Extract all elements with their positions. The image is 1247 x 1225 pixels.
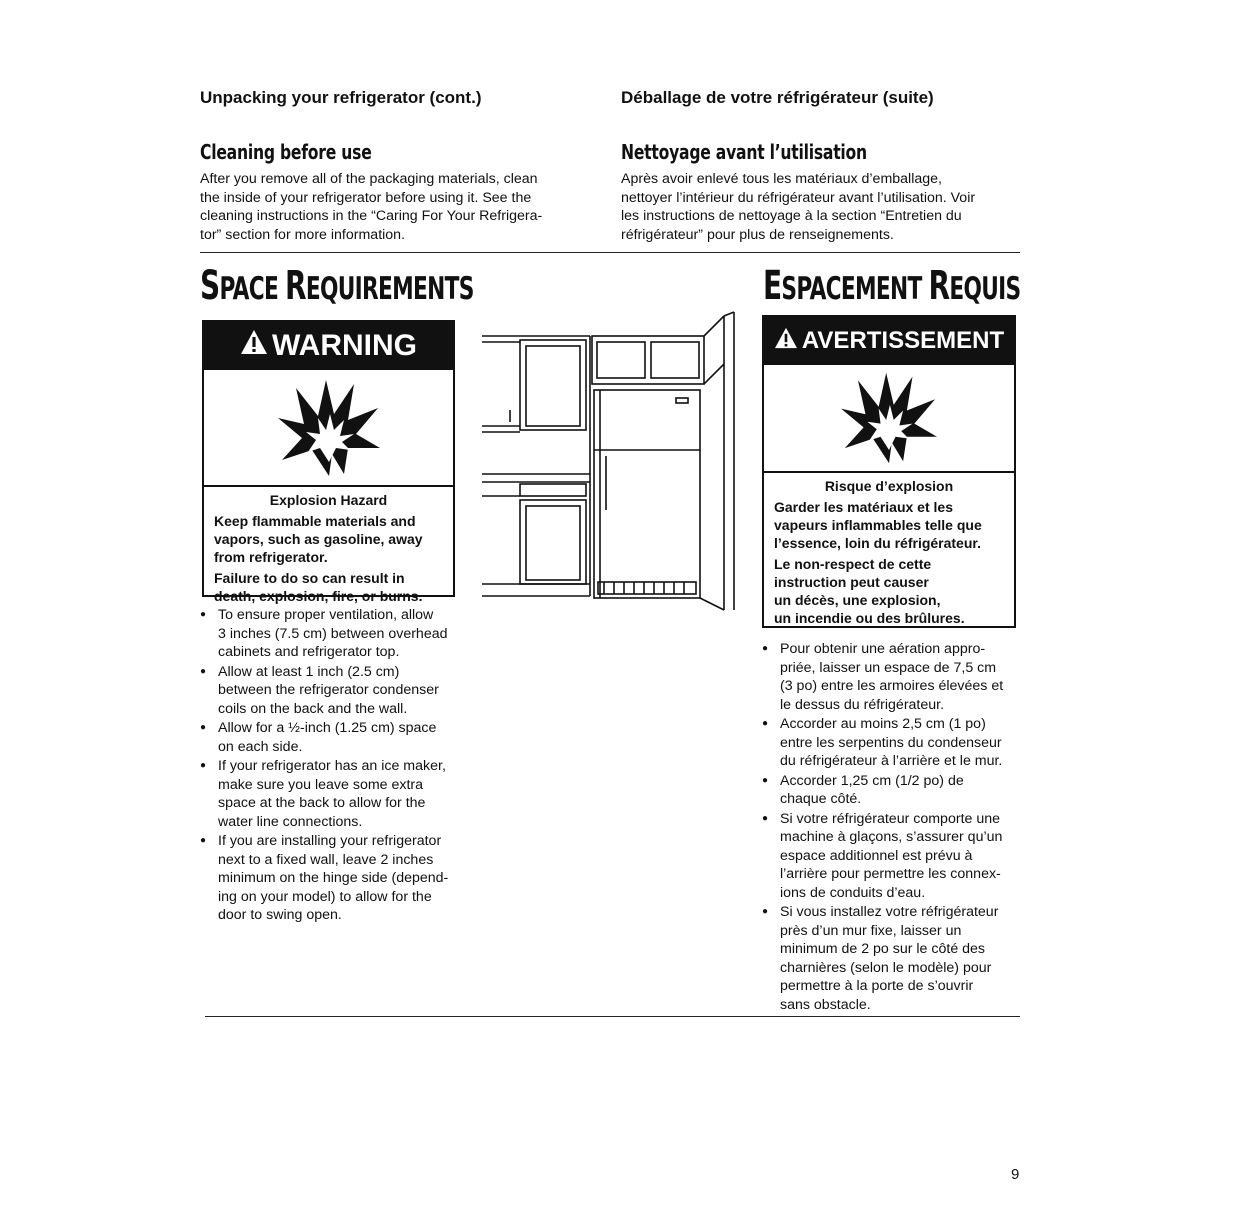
space-title-en: SPACE REQUIREMENTS	[200, 263, 474, 309]
explosion-icon	[764, 365, 1014, 471]
list-item: ● Si vous installez votre réfrigérateur près d’un mur fixe, laisser un minimum de 2 po sur le côté des charnières (selon le modèle) pour permettre à la porte de s’ouvrir sans obstacle.	[762, 903, 1037, 1014]
warning-triangle-icon	[240, 329, 268, 363]
warning-text-fr: Risque d’explosion Garder les matériaux et les vapeurs inflammables telle que l’essence, loin du réfrigérateur. Le non-respect de cette instruction peut causer un décès, une explosion, un incendie ou des brûlures.	[764, 471, 1014, 633]
cleaning-title-fr: Nettoyage avant l’utilisation	[621, 140, 867, 164]
list-item: ● Accorder 1,25 cm (1/2 po) de chaque côté.	[762, 772, 1037, 809]
header-fr: Déballage de votre réfrigérateur (suite)	[621, 88, 934, 107]
warning-box-en	[202, 320, 455, 604]
warning-banner: WARNING	[204, 322, 453, 370]
list-item: ● To ensure proper ventilation, allow 3 inches (7.5 cm) between overhead cabinets and refrigerator top.	[200, 606, 475, 662]
paragraph-line: les instructions de nettoyage à la section “Entretien du	[621, 208, 962, 224]
warning-triangle-icon	[774, 327, 798, 356]
list-item: ● If you are installing your refrigerator next to a fixed wall, leave 2 inches minimum on the hinge side (depend- ing on your model) to allow for the door to swing open.	[200, 832, 475, 925]
section-divider	[200, 252, 1020, 253]
bullets-en	[200, 606, 475, 926]
list-item: ● Pour obtenir une aération appro- priée, laisser un espace de 7,5 cm (3 po) entre les armoires élevées et le dessus du réfrigérateur.	[762, 640, 1037, 714]
paragraph-line: After you remove all of the packaging materials, clean	[200, 171, 538, 187]
refrigerator-illustration	[480, 310, 740, 620]
cleaning-title-en: Cleaning before use	[200, 140, 372, 164]
list-item: ● Allow at least 1 inch (2.5 cm) between the refrigerator condenser coils on the back and the wall.	[200, 663, 475, 719]
cleaning-paragraph-fr	[621, 170, 1021, 244]
paragraph-line: Après avoir enlevé tous les matériaux d’emballage,	[621, 171, 942, 187]
paragraph-line: cleaning instructions in the “Caring For Your Refrigera-	[200, 208, 543, 224]
list-item: ● Accorder au moins 2,5 cm (1 po) entre les serpentins du condenseur du réfrigérateur à l’arrière et le mur.	[762, 715, 1037, 771]
warning-banner: AVERTISSEMENT	[764, 317, 1014, 365]
list-item: ● If your refrigerator has an ice maker, make sure you leave some extra space at the back to allow for the water line connections.	[200, 757, 475, 831]
explosion-icon	[204, 370, 453, 485]
bullets-fr	[762, 640, 1037, 1015]
list-item: ● Si votre réfrigérateur comporte une machine à glaçons, s’assurer qu’un espace additionnel est prévu à l’arrière pour permettre les connex- ions de conduits d’eau.	[762, 810, 1037, 903]
paragraph-line: tor” section for more information.	[200, 226, 406, 243]
paragraph-line: the inside of your refrigerator before using it. See the	[200, 189, 532, 206]
page-number: 9	[1011, 1166, 1020, 1183]
warning-text-en: Explosion Hazard Keep flammable materials and vapors, such as gasoline, away from refrigerator. Failure to do so can result in death, explosion, fire, or burns.	[204, 485, 453, 611]
bottom-divider	[205, 1016, 1020, 1017]
paragraph-line: nettoyer l’intérieur du réfrigérateur avant l’utilisation. Voir	[621, 189, 976, 206]
space-title-fr: ESPACEMENT REQUIS	[763, 263, 1021, 309]
paragraph-line: réfrigérateur” pour plus de renseignements.	[621, 226, 894, 243]
warning-box-fr	[762, 315, 1016, 628]
cleaning-paragraph-en	[200, 170, 600, 244]
header-en: Unpacking your refrigerator (cont.)	[200, 88, 482, 107]
list-item: ● Allow for a ½-inch (1.25 cm) space on each side.	[200, 719, 475, 756]
